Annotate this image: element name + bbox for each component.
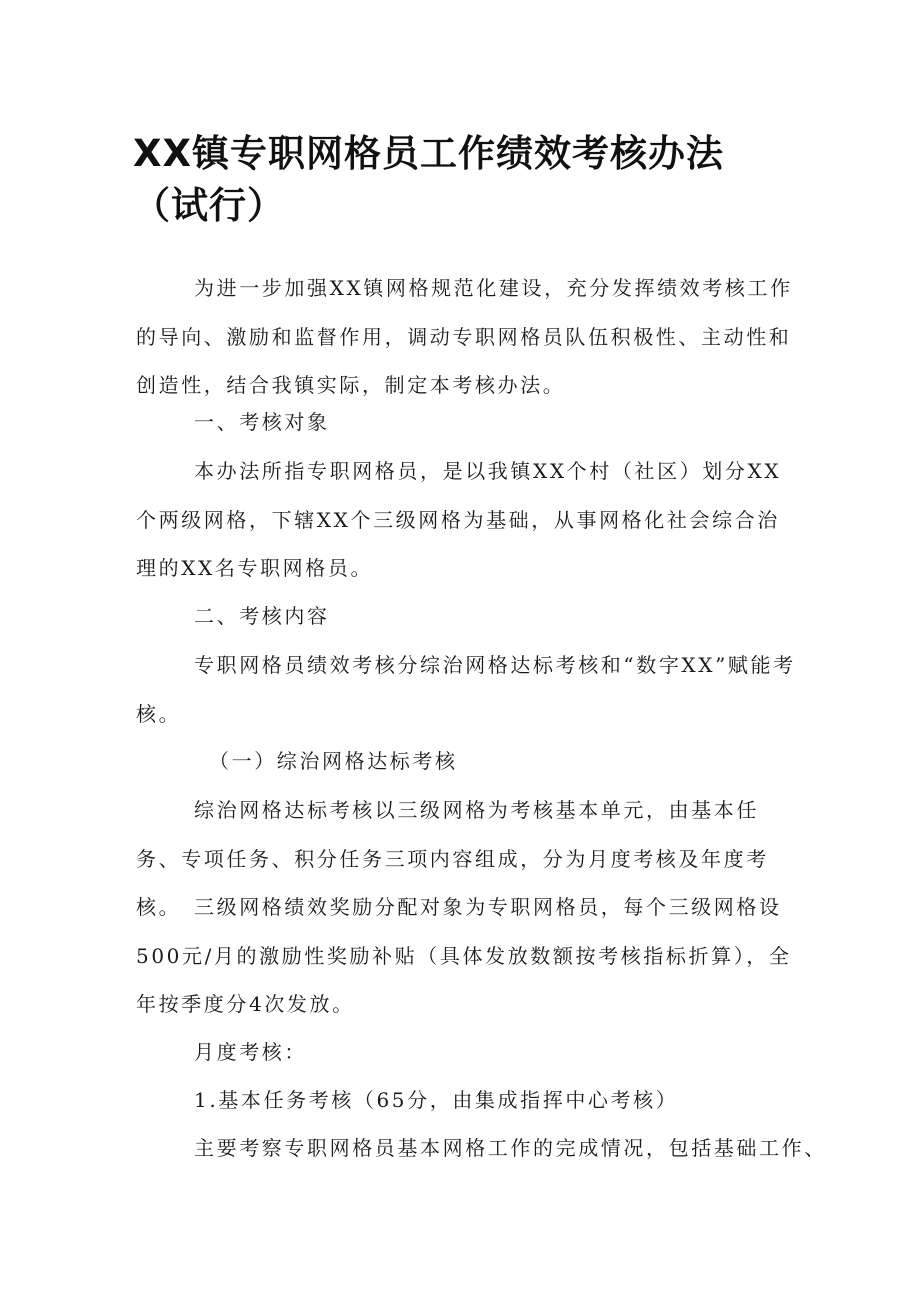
section-content-body: 专职网格员绩效考核分综治网格达标考核和“数字XX”赋能考核。 [136, 653, 796, 726]
subsection-heading-grid-standard: （一）综治网格达标考核 [209, 749, 458, 773]
section-heading-content: 二、考核内容 [194, 604, 330, 628]
section-targets-body: 本办法所指专职网格员，是以我镇XX个村（社区）划分XX个两级网格，下辖XX个三级网格为基础，从事网格化社会综合治理的XX名专职网格员。 [136, 459, 782, 580]
item-basic-task-heading: 1.基本任务考核（65分，由集成指挥中心考核） [194, 1088, 679, 1112]
document-title: XX镇专职网格员工作绩效考核办法（试行） [133, 132, 725, 227]
subsection-reward-body: 三级网格绩效奖励分配对象为专职网格员，每个三级网格设500元/月的激励性奖励补贴（具体发放数额按考核指标折算），全年按季度分4次发放。 [136, 895, 792, 1016]
section-heading-targets: 一、考核对象 [194, 410, 330, 434]
monthly-assessment-heading: 月度考核： [194, 1040, 307, 1064]
subsection-grid-standard-body: 综治网格达标考核以三级网格为考核基本单元，由基本任务、专项任务、积分任务三项内容组成，分为月度考核及年度考核。 [136, 798, 769, 919]
item-basic-task-body: 主要考察专职网格员基本网格工作的完成情况，包括基础工作、 [194, 1136, 827, 1160]
intro-paragraph: 为进一步加强XX镇网格规范化建设，充分发挥绩效考核工作的导向、激励和监督作用，调动专职网格员队伍积极性、主动性和创造性，结合我镇实际，制定本考核办法。 [136, 276, 793, 397]
